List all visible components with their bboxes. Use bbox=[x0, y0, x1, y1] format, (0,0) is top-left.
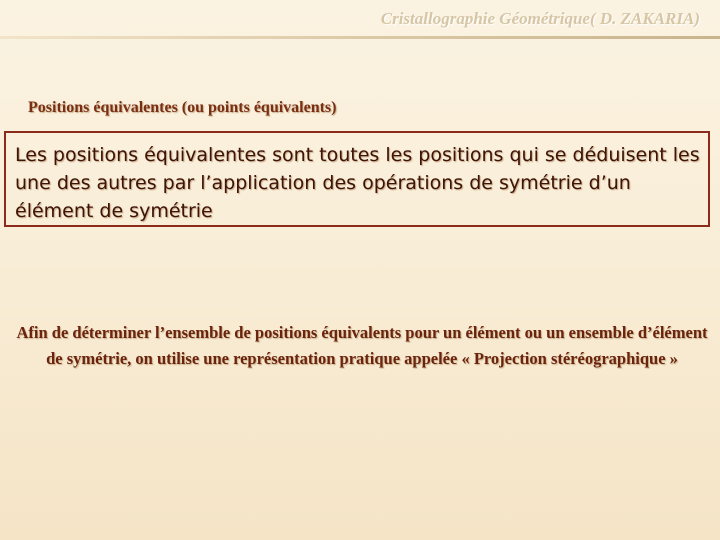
definition-text: Les positions équivalentes sont toutes les positions qui se déduisent les une des autres par l’application des opérations de symétrie d’un élément de symétrie bbox=[15, 144, 700, 222]
header-divider bbox=[0, 36, 720, 39]
definition-box bbox=[4, 131, 710, 227]
explanation-text: Afin de déterminer l’ensemble de positions équivalents pour un élément ou un ensemble d’élément de symétrie, on utilise une représentation pratique appelée « Projection stéréographique » bbox=[16, 323, 708, 368]
header-title: Cristallographie Géométrique( D. ZAKARIA) bbox=[380, 9, 700, 28]
section-heading: Positions équivalentes (ou points équivalents) bbox=[28, 99, 337, 116]
